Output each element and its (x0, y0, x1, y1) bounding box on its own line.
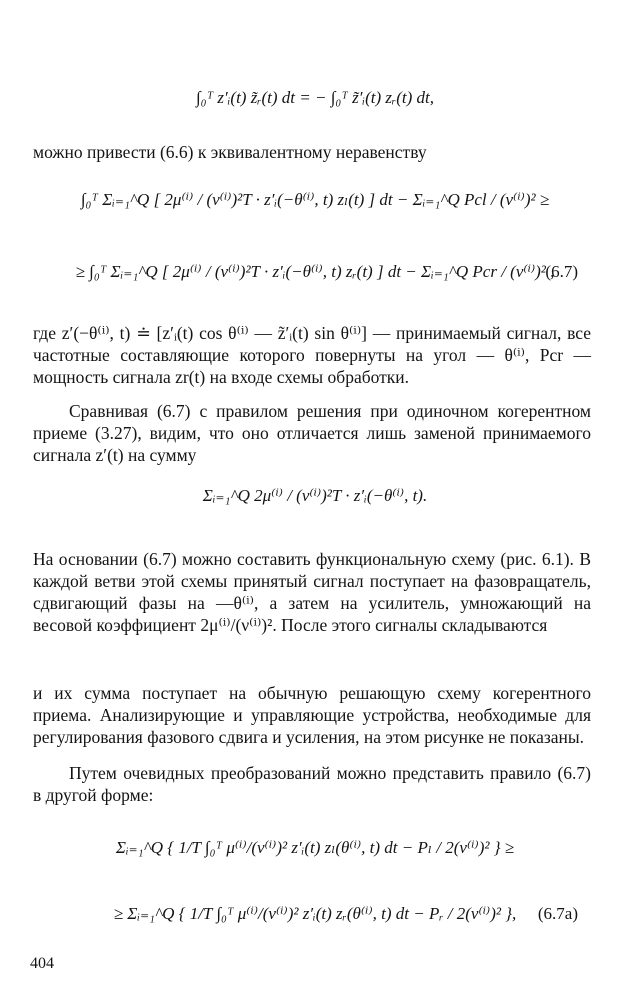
paragraph-gde: где z′(−θ⁽ⁱ⁾, t) ≐ [z′ᵢ(t) cos θ⁽ⁱ⁾ — z̃′ᵢ(t) sin θ⁽ⁱ⁾] — принимаемый сигнал, все частотные составляющие которого повернуты на угол — θ⁽ⁱ⁾, Pcr — мощность сигнала zr(t) на входе схемы обработки. (33, 323, 591, 387)
equation-6-7a-line-1: Σᵢ₌₁^Q { 1/T ∫₀ᵀ μ⁽ⁱ⁾/(ν⁽ⁱ⁾)² z′ᵢ(t) zₗ(θ⁽ⁱ⁾, t) dt − Pₗ / 2(ν⁽ⁱ⁾)² } ≥ (115, 838, 515, 857)
paragraph-summa: и их сумма поступает на обычную решающую схему когерентного приема. Анализирующие и управляющие устройства, необходимые для регулирования фазового сдвига и усиления, на этом рисунке не показаны. (33, 683, 591, 747)
paragraph-na-osnovanii: На основании (6.7) можно составить функциональную схему (рис. 6.1). В каждой ветви этой схемы принятый сигнал поступает на фазовращатель, сдвигающий фазы на —θ⁽ⁱ⁾, а затем на усилитель, умножающий на весовой коэффициент 2μ⁽ⁱ⁾/(ν⁽ⁱ⁾)². После этого сигналы складываются (33, 549, 591, 635)
equation-number-6-7a: (6.7a) (537, 904, 578, 923)
page-number: 404 (30, 955, 54, 972)
paragraph-sravnivaya: Сравнивая (6.7) с правилом решения при одиночном когерентном приеме (3.27), видим, что оно отличается лишь заменой принимаемого сигнала z′(t) на сумму (33, 401, 591, 465)
equation-6-7a-line-2: ≥ Σᵢ₌₁^Q { 1/T ∫₀ᵀ μ⁽ⁱ⁾/(ν⁽ⁱ⁾)² z′ᵢ(t) zᵣ(θ⁽ⁱ⁾, t) dt − Pᵣ / 2(ν⁽ⁱ⁾)² }, (6.7a) (113, 904, 578, 923)
equation-6-7-line-1: ∫₀ᵀ Σᵢ₌₁^Q [ 2μ⁽ⁱ⁾ / (ν⁽ⁱ⁾)²T · z′ᵢ(−θ⁽ⁱ⁾, t) zₗ(t) ] dt − Σᵢ₌₁^Q Pcl / (ν⁽ⁱ⁾)² ≥ (80, 190, 550, 209)
text-line-1: можно привести (6.6) к эквивалентному неравенству (33, 142, 427, 162)
equation-6-7-line-2: ≥ ∫₀ᵀ Σᵢ₌₁^Q [ 2μ⁽ⁱ⁾ / (ν⁽ⁱ⁾)²T · z′ᵢ(−θ⁽ⁱ⁾, t) zᵣ(t) ] dt − Σᵢ₌₁^Q Pcr / (ν⁽ⁱ⁾)² , (6.7) (75, 262, 578, 281)
equation-sum: Σᵢ₌₁^Q 2μ⁽ⁱ⁾ / (ν⁽ⁱ⁾)²T · z′ᵢ(−θ⁽ⁱ⁾, t). (202, 486, 428, 505)
paragraph-putem: Путем очевидных преобразований можно представить правило (6.7) в другой форме: (33, 763, 591, 805)
equation-top: ∫₀ᵀ z′ᵢ(t) z̃ᵣ(t) dt = − ∫₀ᵀ z̃′ᵢ(t) zᵣ(t) dt, (196, 88, 434, 107)
equation-number-6-7: (6.7) (545, 262, 578, 281)
